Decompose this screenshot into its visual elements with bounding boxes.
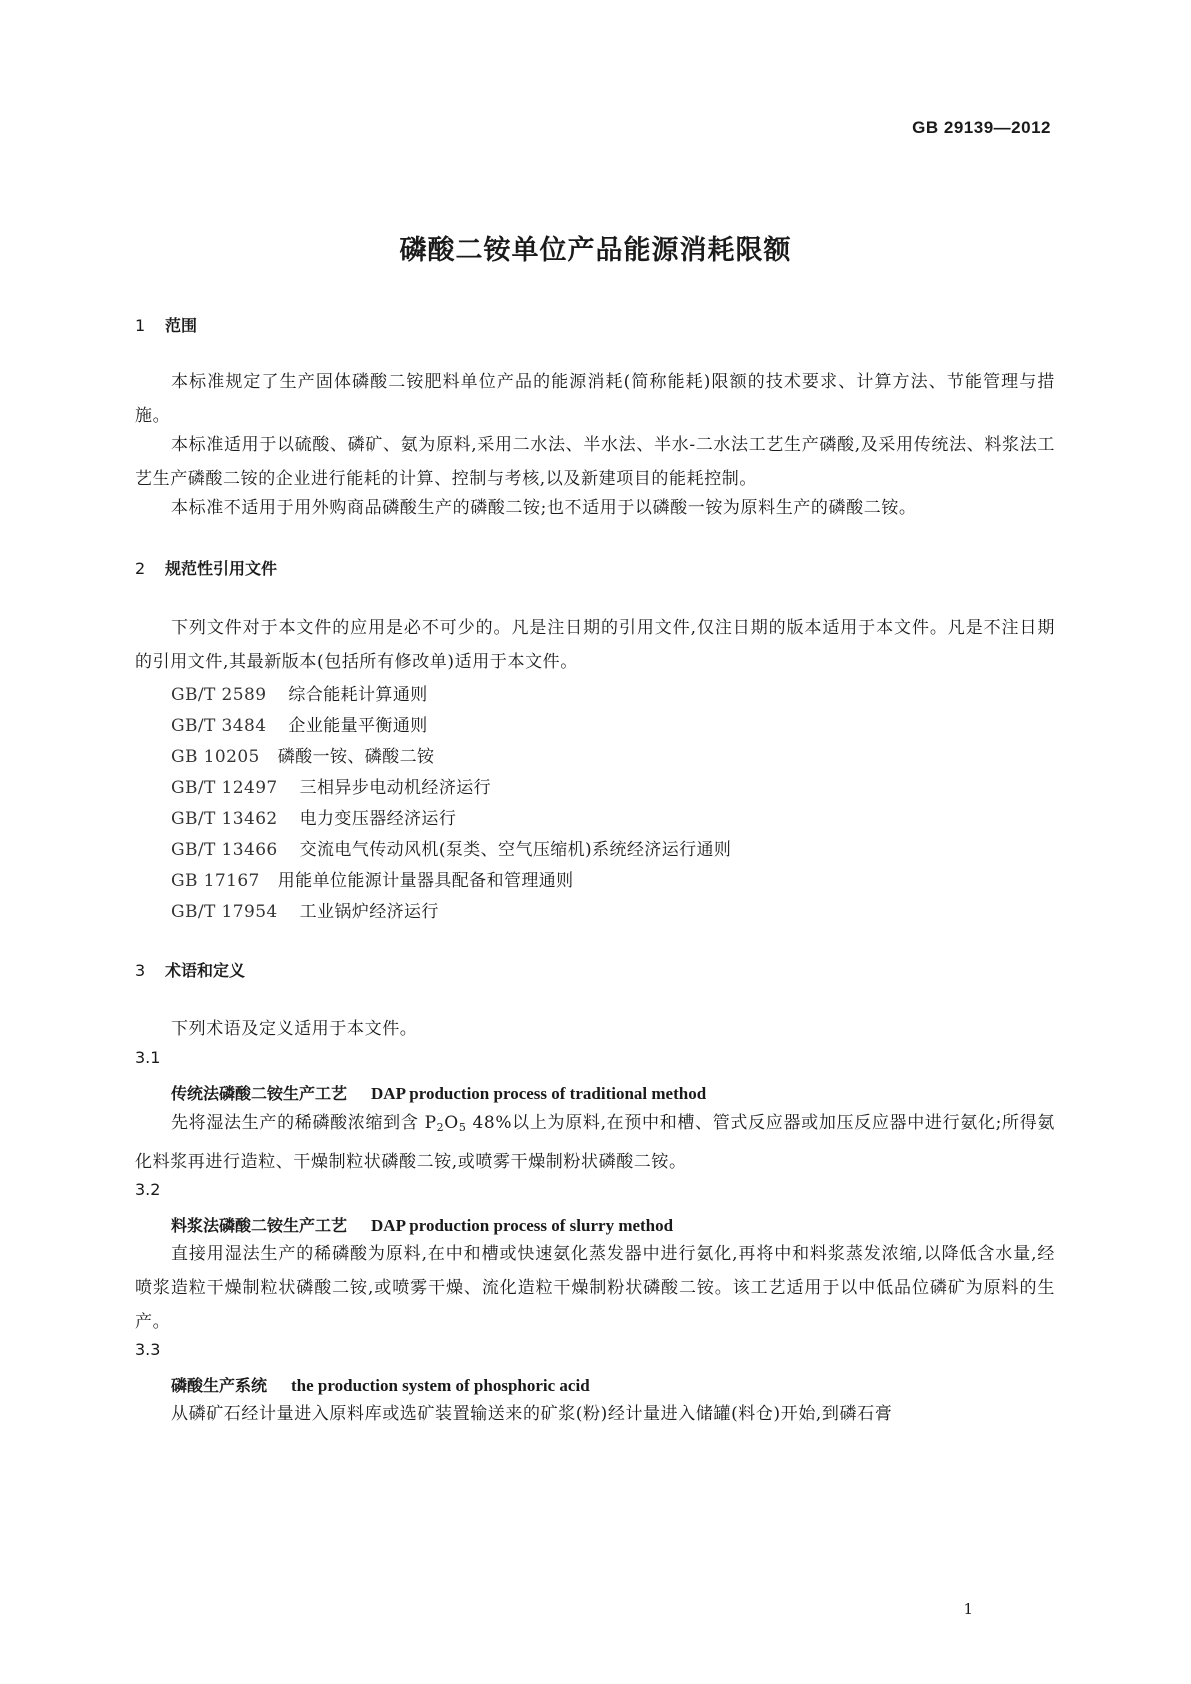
term-definition: 直接用湿法生产的稀磷酸为原料,在中和槽或快速氨化蒸发器中进行氨化,再将中和料浆蒸发浓缩,以降低含水量,经喷浆造粒干燥制粒状磷酸二铵,或喷雾干燥、流化造粒干燥制粉状磷酸二铵。该工艺适用于以中低品位磷矿为原料的生产。 <box>135 1244 1055 1332</box>
reference-title: 磷酸一铵、磷酸二铵 <box>277 747 435 767</box>
standard-code: GB 29139—2012 <box>912 118 1051 137</box>
term-chinese: 传统法磷酸二铵生产工艺 <box>171 1084 348 1103</box>
section-3-intro: 下列术语及定义适用于本文件。 <box>171 1019 418 1039</box>
term-english: DAP production process of traditional method <box>371 1084 707 1103</box>
section-1-heading <box>135 313 197 336</box>
section-number: 2 <box>135 559 146 578</box>
reference-code: GB/T 2589 <box>171 685 267 705</box>
term-definition <box>135 1106 1055 1179</box>
reference-title: 电力变压器经济运行 <box>299 809 457 829</box>
reference-title: 综合能耗计算通则 <box>288 685 428 705</box>
reference-item <box>171 773 491 798</box>
reference-code: GB/T 17954 <box>171 902 278 922</box>
term-title <box>171 1081 706 1104</box>
term-definition: 从磷矿石经计量进入原料库或选矿装置输送来的矿浆(粉)经计量进入储罐(料仓)开始,到磷石膏 <box>171 1404 893 1424</box>
reference-title: 三相异步电动机经济运行 <box>299 778 492 798</box>
term-chinese: 料浆法磷酸二铵生产工艺 <box>171 1216 348 1235</box>
clause-number: 3.3 <box>135 1340 161 1359</box>
term-chinese: 磷酸生产系统 <box>171 1376 268 1395</box>
term-english: DAP production process of slurry method <box>371 1216 674 1235</box>
definition-text: 先将湿法生产的稀磷酸浓缩到含 P <box>171 1113 437 1133</box>
term-title <box>171 1213 673 1236</box>
section-title: 术语和定义 <box>165 961 246 980</box>
page-number: 1 <box>963 1600 973 1618</box>
section-2-heading <box>135 556 277 579</box>
reference-code: GB 17167 <box>171 871 260 891</box>
reference-item <box>171 804 456 829</box>
section-3-heading <box>135 958 245 981</box>
term-title <box>171 1373 590 1396</box>
reference-code: GB/T 3484 <box>171 716 267 736</box>
subscript: 2 <box>436 1121 445 1134</box>
section-title: 范围 <box>165 316 198 335</box>
definition-text: 48%以上为原料,在预中和槽、管式反应器或加压反应器中进行氨化;所得氨化料浆再进行造粒、干燥制粒状磷酸二铵,或喷雾干燥制粉状磷酸二铵。 <box>135 1113 1055 1172</box>
clause-number: 3.1 <box>135 1048 161 1067</box>
document-title: 磷酸二铵单位产品能源消耗限额 <box>399 235 792 266</box>
reference-item <box>171 897 439 922</box>
section-1-paragraph-3: 本标准不适用于用外购商品磷酸生产的磷酸二铵;也不适用于以磷酸一铵为原料生产的磷酸二铵。 <box>171 498 917 518</box>
section-1-paragraph-2: 本标准适用于以硫酸、磷矿、氨为原料,采用二水法、半水法、半水-二水法工艺生产磷酸,及采用传统法、料浆法工艺生产磷酸二铵的企业进行能耗的计算、控制与考核,以及新建项目的能耗控制。 <box>135 435 1055 489</box>
section-number: 3 <box>135 961 146 980</box>
section-title: 规范性引用文件 <box>165 559 278 578</box>
section-2-intro: 下列文件对于本文件的应用是必不可少的。凡是注日期的引用文件,仅注日期的版本适用于本文件。凡是不注日期的引用文件,其最新版本(包括所有修改单)适用于本文件。 <box>135 618 1055 672</box>
reference-title: 工业锅炉经济运行 <box>299 902 439 922</box>
reference-code: GB/T 13462 <box>171 809 278 829</box>
reference-title: 企业能量平衡通则 <box>288 716 428 736</box>
reference-item <box>171 680 428 705</box>
reference-title: 用能单位能源计量器具配备和管理通则 <box>277 871 574 891</box>
reference-item <box>171 866 574 891</box>
definition-text: O <box>444 1113 459 1133</box>
term-english: the production system of phosphoric acid <box>291 1376 590 1395</box>
section-1-paragraph-1: 本标准规定了生产固体磷酸二铵肥料单位产品的能源消耗(简称能耗)限额的技术要求、计算方法、节能管理与措施。 <box>135 372 1055 426</box>
reference-title: 交流电气传动风机(泵类、空气压缩机)系统经济运行通则 <box>299 840 732 860</box>
subscript: 5 <box>458 1121 467 1134</box>
clause-number: 3.2 <box>135 1180 161 1199</box>
reference-item <box>171 711 428 736</box>
reference-item <box>171 835 731 860</box>
section-number: 1 <box>135 316 146 335</box>
reference-code: GB/T 13466 <box>171 840 278 860</box>
reference-code: GB 10205 <box>171 747 260 767</box>
reference-item <box>171 742 434 767</box>
reference-code: GB/T 12497 <box>171 778 278 798</box>
